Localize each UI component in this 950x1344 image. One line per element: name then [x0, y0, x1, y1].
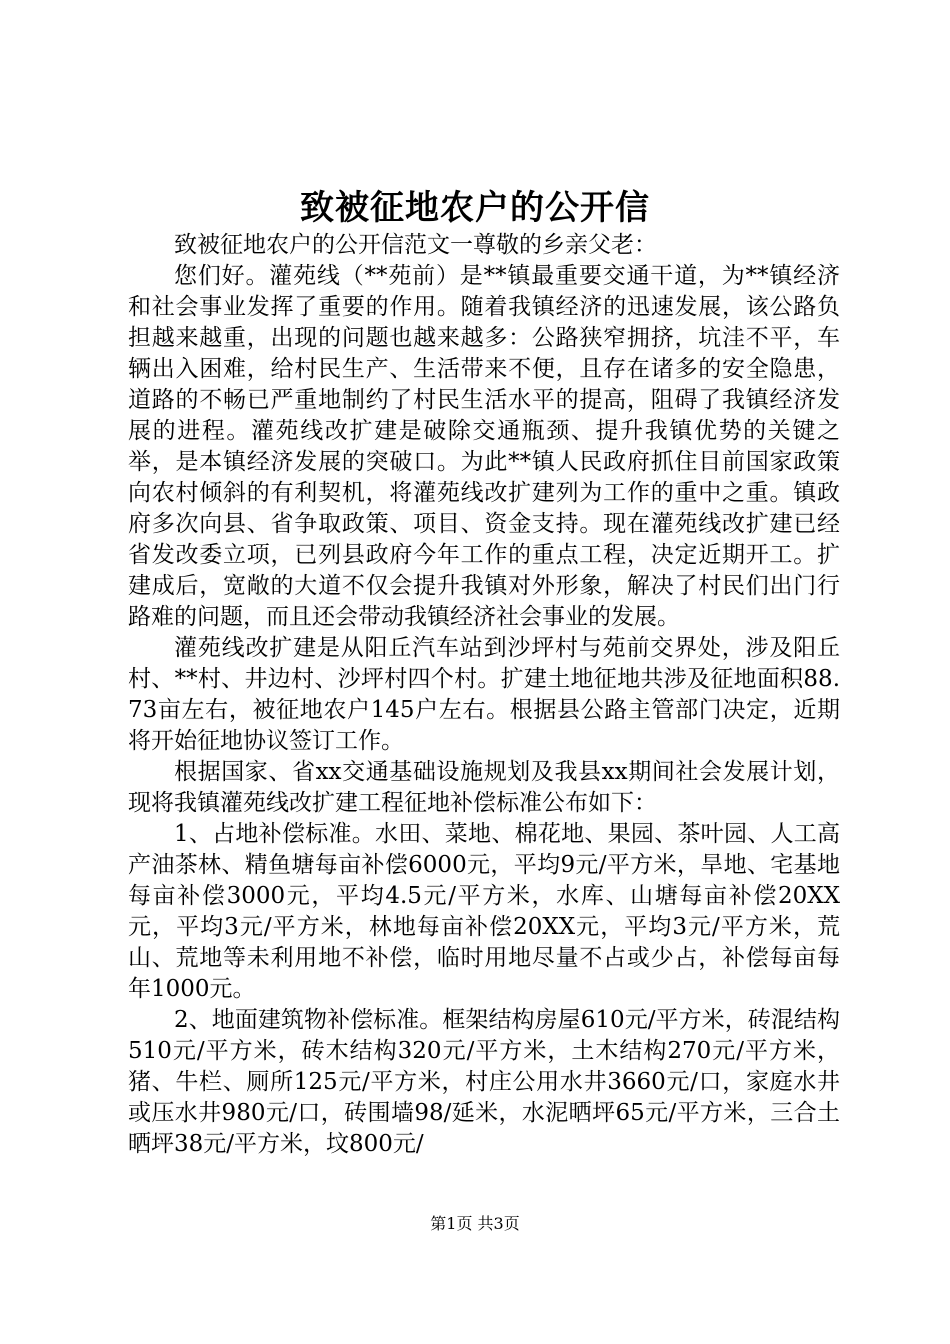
paragraph-greeting: 致被征地农户的公开信范文一尊敬的乡亲父老： — [174, 232, 657, 258]
document-body — [128, 230, 840, 1160]
paragraph-project-scope: 灌苑线改扩建是从阳丘汽车站到沙坪村与苑前交界处，涉及阳丘村、**村、井边村、沙坪村四个村。扩建土地征地共涉及征地面积88.73亩左右，被征地农户145户左右。根据县公路主管部门决定，近期将开始征地协议签订工作。 — [128, 635, 840, 754]
paragraph-standards-intro: 根据国家、省xx交通基础设施规划及我县xx期间社会发展计划，现将我镇灌苑线改扩建工程征地补偿标准公布如下： — [128, 759, 840, 816]
paragraph-building-compensation: 2、地面建筑物补偿标准。框架结构房屋610元/平方米，砖混结构510元/平方米，砖木结构320元/平方米，土木结构270元/平方米，猪、牛栏、厕所125元/平方米，村庄公用水井3660元/口，家庭水井或压水井980元/口，砖围墙98/延米，水泥晒坪65元/平方米，三合土晒坪38元/平方米，坟800元/ — [128, 1007, 840, 1157]
paragraph-background: 您们好。灌苑线（**苑前）是**镇最重要交通干道，为**镇经济和社会事业发挥了重要的作用。随着我镇经济的迅速发展，该公路负担越来越重，出现的问题也越来越多：公路狭窄拥挤，坑洼不平，车辆出入困难，给村民生产、生活带来不便，且存在诸多的安全隐患，道路的不畅已严重地制约了村民生活水平的提高，阻碍了我镇经济发展的进程。灌苑线改扩建是破除交通瓶颈、提升我镇优势的关键之举，是本镇经济发展的突破口。为此**镇人民政府抓住目前国家政策向农村倾斜的有利契机，将灌苑线改扩建列为工作的重中之重。镇政府多次向县、省争取政策、项目、资金支持。现在灌苑线改扩建已经省发改委立项，已列县政府今年工作的重点工程，决定近期开工。扩建成后，宽敞的大道不仅会提升我镇对外形象，解决了村民们出门行路难的问题，而且还会带动我镇经济社会事业的发展。 — [128, 263, 840, 630]
paragraph-land-compensation: 1、占地补偿标准。水田、菜地、棉花地、果园、茶叶园、人工高产油茶林、精鱼塘每亩补偿6000元，平均9元/平方米，旱地、宅基地每亩补偿3000元，平均4.5元/平方米，水库、山塘每亩补偿20XX元，平均3元/平方米，林地每亩补偿20XX元，平均3元/平方米，荒山、荒地等未利用地不补偿，临时用地尽量不占或少占，补偿每亩每年1000元。 — [128, 821, 840, 1002]
document-title: 致被征地农户的公开信 — [300, 188, 650, 228]
page-number-footer: 第1页 共3页 — [430, 1214, 520, 1233]
